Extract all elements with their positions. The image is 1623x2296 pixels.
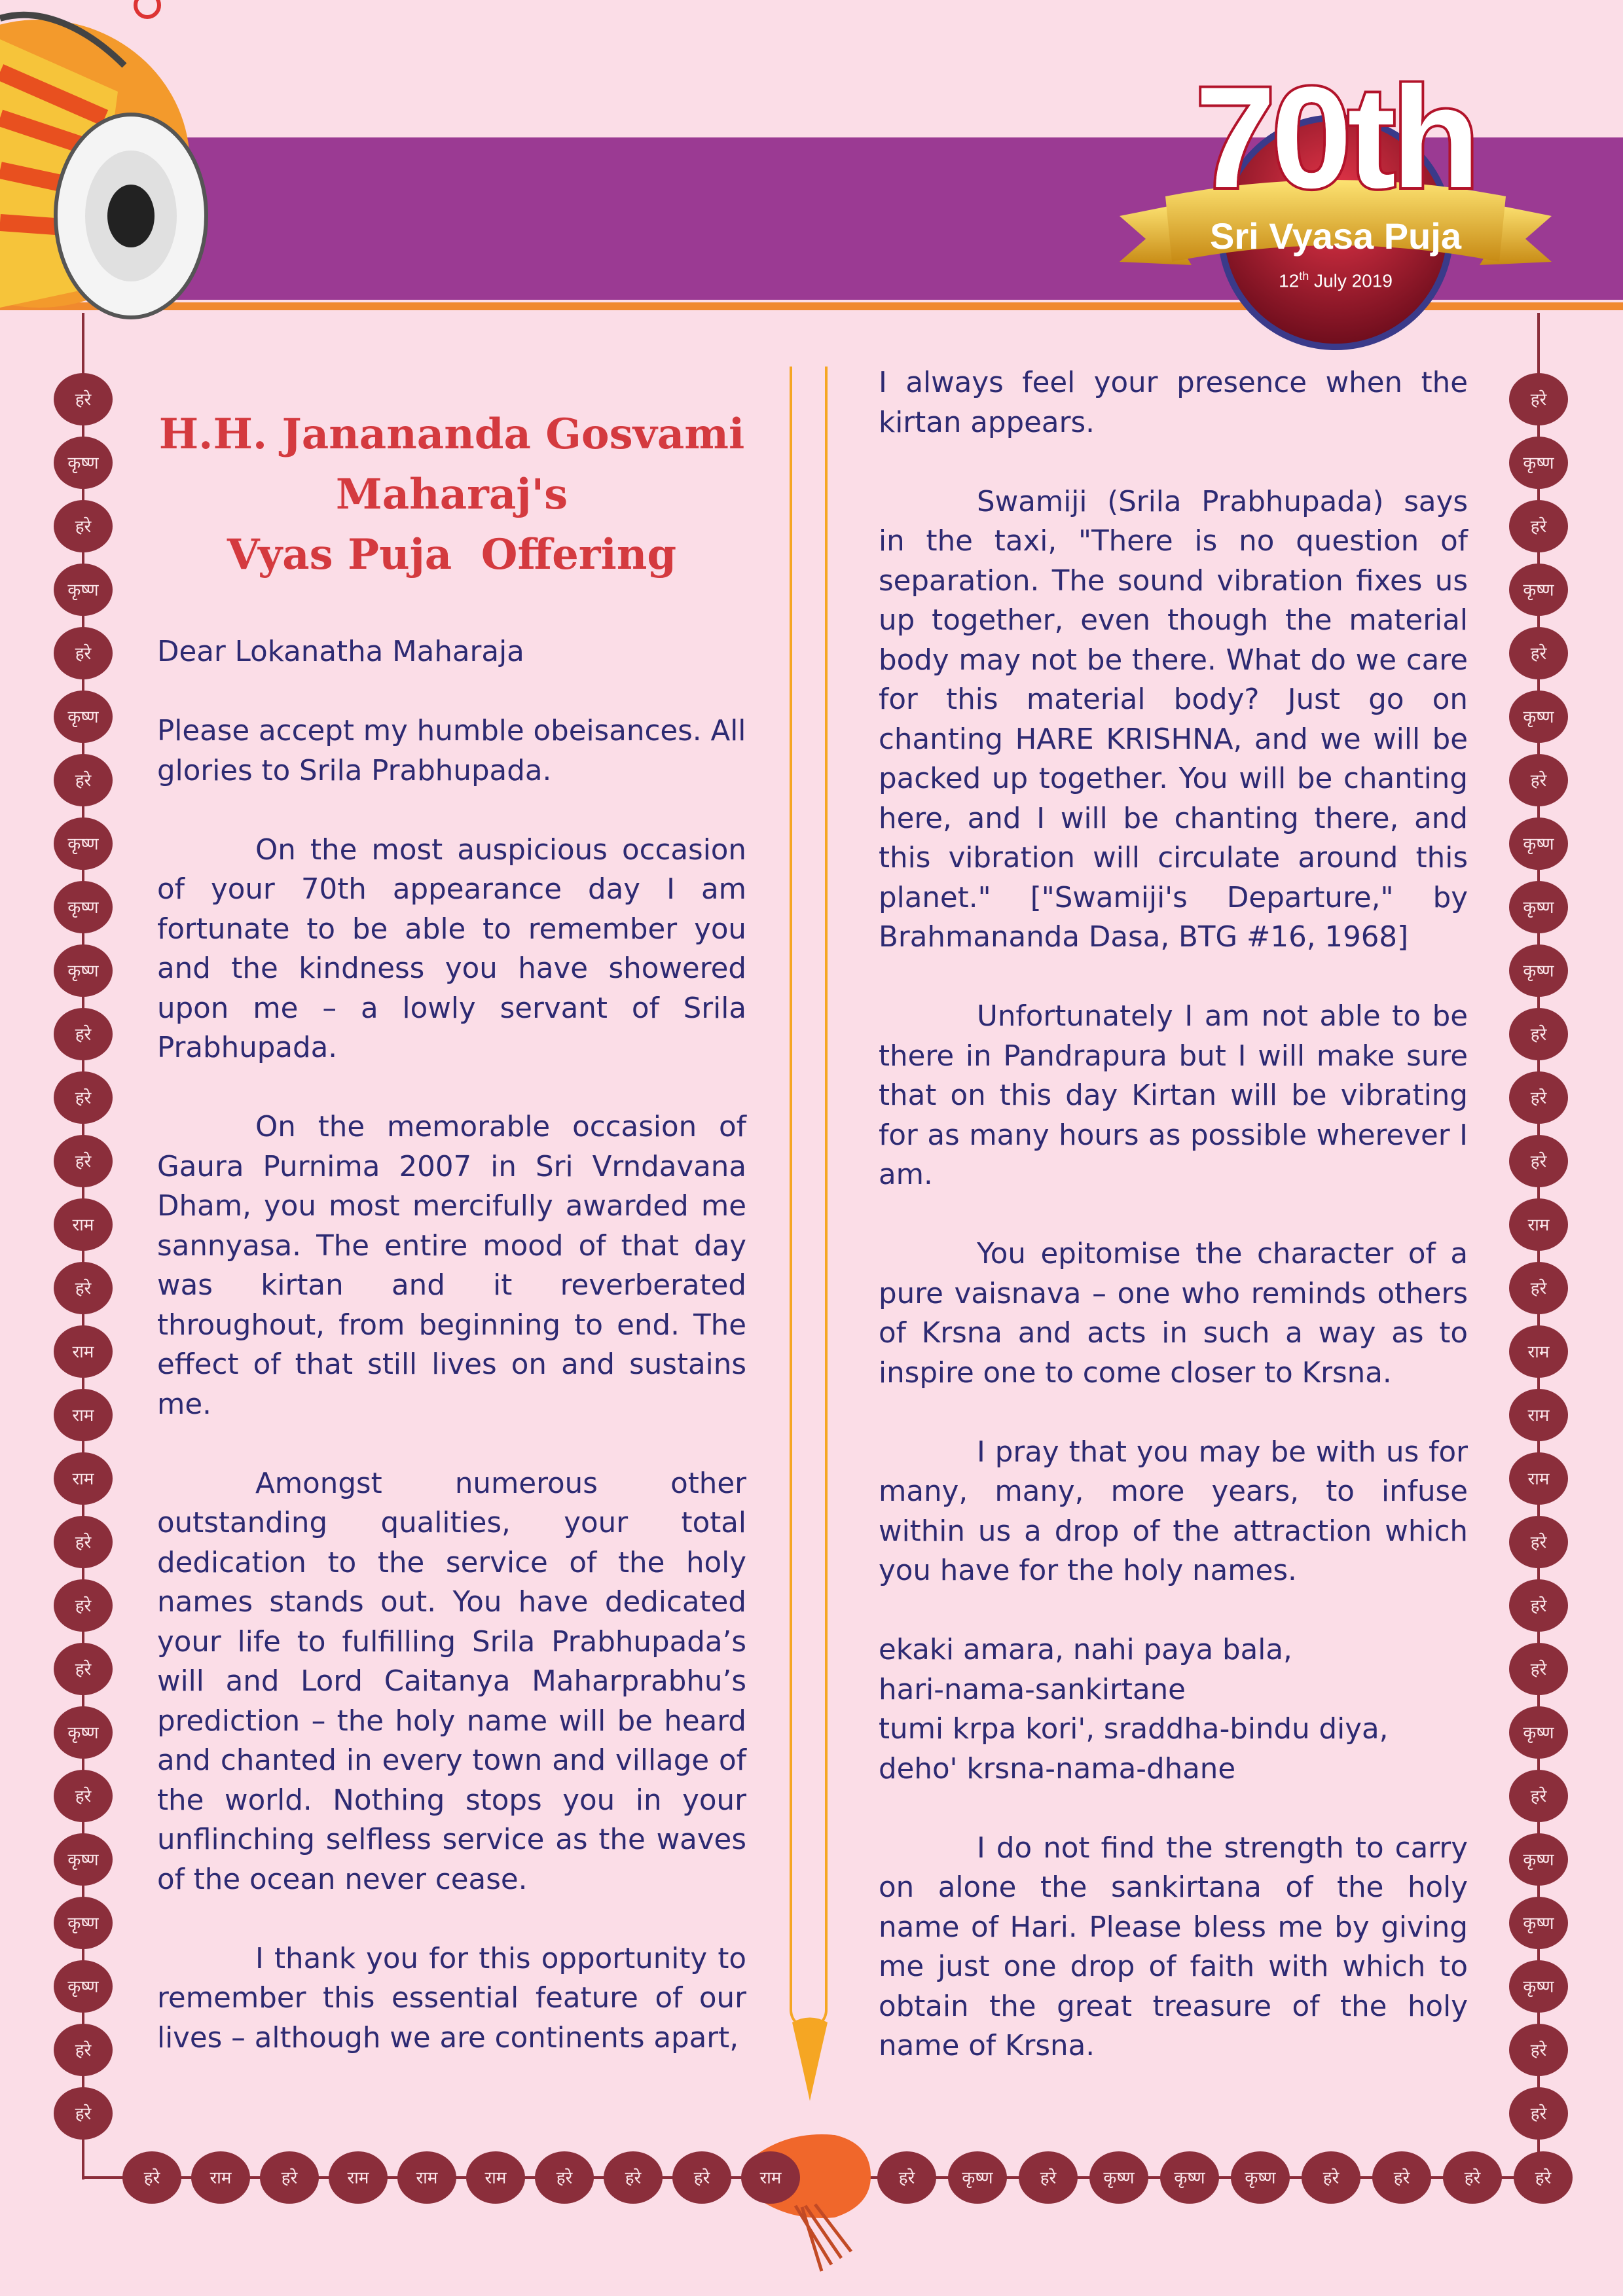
bead-label: हरे — [75, 1787, 92, 1806]
title-line-2: Maharaj's — [335, 470, 568, 519]
bead-label: हरे — [1530, 771, 1547, 791]
bead-label: कृष्ण — [67, 708, 99, 727]
mala-bead — [54, 754, 113, 806]
mala-bead — [54, 2087, 113, 2140]
bead-label: कृष्ण — [1523, 1850, 1554, 1870]
mala-bead — [1509, 881, 1568, 933]
mala-bead — [1509, 1389, 1568, 1441]
mala-bead — [54, 1960, 113, 2013]
bead-label: हरे — [1322, 2168, 1340, 2188]
bead-label: हरे — [1464, 2168, 1481, 2188]
bead-label: हरे — [75, 2104, 92, 2124]
bead-label: राम — [72, 1469, 94, 1489]
paragraph: I always feel your presence when the kirtan appears. — [879, 367, 1468, 439]
bead-label: हरे — [75, 1533, 92, 1552]
bead-label: हरे — [1530, 1596, 1547, 1616]
paragraph: Swamiji (Srila Prabhupada) says in the taxi, "There is no question of separation. The sound vibration fixes us up together, even though the material body may not be there. What do we care for this material body? Just go on chanting HARE KRISHNA, and we will be packed up together. You will be chanting here, and I will be chanting there, and this vibration will circulate around this planet." ["Swamiji's Departure," by Brahmananda Dasa, BTG #16, 1968] — [879, 485, 1468, 954]
mala-bead — [535, 2151, 594, 2204]
mala-bead — [397, 2151, 456, 2204]
paragraph: I thank you for this opportunity to remember this essential feature of our lives – although we are continents apart, — [157, 1942, 746, 2054]
mala-bead — [877, 2151, 936, 2204]
bead-label: हरे — [1530, 390, 1547, 410]
bead-label: कृष्ण — [67, 454, 99, 473]
mala-bead — [54, 1516, 113, 1568]
bead-label: हरे — [75, 390, 92, 410]
bead-label: कृष्ण — [67, 834, 99, 854]
mala-bead — [54, 627, 113, 679]
mala-bead — [54, 1325, 113, 1378]
mala-bead — [1509, 1960, 1568, 2013]
mala-bead — [54, 1008, 113, 1060]
mala-bead — [1509, 1452, 1568, 1505]
bead-label: हरे — [75, 1660, 92, 1679]
bead-label: कृष्ण — [1174, 2168, 1205, 2188]
bead-label: कृष्ण — [1523, 454, 1554, 473]
mala-bead — [1509, 1516, 1568, 1568]
bead-label: हरे — [898, 2168, 915, 2188]
mala-bead — [1509, 1008, 1568, 1060]
mala-bead — [54, 437, 113, 489]
bead-label: हरे — [693, 2168, 710, 2188]
bead-label: कृष्ण — [67, 1723, 99, 1743]
bead-label: कृष्ण — [67, 1914, 99, 1933]
mala-bead — [54, 1706, 113, 1759]
mala-bead — [122, 2151, 181, 2204]
mala-bead — [1509, 1833, 1568, 1886]
mala-bead — [54, 1198, 113, 1251]
mala-bead — [54, 1389, 113, 1441]
bead-label: राम — [1527, 1406, 1550, 1426]
badge-number: 70th — [1195, 57, 1476, 218]
mala-bead — [191, 2151, 250, 2204]
bead-label: कृष्ण — [1245, 2168, 1276, 2188]
bead-label: कृष्ण — [67, 1850, 99, 1870]
mala-bead — [1509, 373, 1568, 425]
bead-label: हरे — [1530, 2041, 1547, 2060]
mala-bead — [948, 2151, 1007, 2204]
mala-bead — [1514, 2151, 1573, 2204]
mala-bead — [1509, 564, 1568, 616]
bead-label: कृष्ण — [1523, 834, 1554, 854]
mala-bead — [1160, 2151, 1219, 2204]
bead-label: हरे — [75, 1596, 92, 1616]
mala-bead — [1509, 1071, 1568, 1124]
bead-label: हरे — [75, 771, 92, 791]
bead-label: कृष्ण — [67, 898, 99, 918]
mala-bead — [1509, 627, 1568, 679]
mala-bead — [54, 373, 113, 425]
bead-label: राम — [1527, 1342, 1550, 1362]
bead-label: कृष्ण — [1523, 1723, 1554, 1743]
mala-bead — [1019, 2151, 1078, 2204]
mala-bead — [1509, 754, 1568, 806]
bead-label: हरे — [143, 2168, 160, 2188]
bead-label: राम — [210, 2168, 232, 2188]
bead-label: हरे — [625, 2168, 642, 2188]
bead-label: राम — [416, 2168, 438, 2188]
badge-date: 12th July 2019 — [1279, 270, 1393, 291]
offering-title — [157, 404, 746, 585]
salutation: Dear Lokanatha Maharaja — [157, 636, 524, 668]
mala-bead — [1509, 2024, 1568, 2076]
mala-bead — [672, 2151, 731, 2204]
mala-bead — [1443, 2151, 1502, 2204]
mala-bead — [1509, 1706, 1568, 1759]
closing-paragraph: I do not find the strength to carry on alone the sankirtana of the holy name of Hari. Please bless me by giving me just one drop of faith with which to obtain the great treasure of the holy name of Krsna. — [879, 1831, 1468, 2062]
mala-bead — [54, 1770, 113, 1822]
bead-label: कृष्ण — [1523, 581, 1554, 600]
bead-label: राम — [347, 2168, 369, 2188]
bead-label: कृष्ण — [67, 581, 99, 600]
bead-label: हरे — [75, 2041, 92, 2060]
mala-bead — [54, 1071, 113, 1124]
bead-label: हरे — [1530, 1533, 1547, 1552]
bead-label: हरे — [75, 1279, 92, 1299]
bead-label: हरे — [1393, 2168, 1410, 2188]
left-column — [157, 632, 746, 2058]
bead-label: कृष्ण — [1523, 961, 1554, 981]
mala-bead — [1509, 1897, 1568, 1949]
mala-bead — [1231, 2151, 1290, 2204]
mala-bead — [741, 2151, 800, 2204]
bead-label: हरे — [1530, 1660, 1547, 1679]
bead-label: हरे — [1530, 644, 1547, 664]
mala-bead — [1509, 817, 1568, 870]
mala-bead — [466, 2151, 525, 2204]
paragraph: On the most auspicious occasion of your 70th appearance day I am fortunate to be able to remember you and the kindness you have showered upon me – a lowly servant of Srila Prabhupada. — [157, 833, 746, 1064]
mala-bead — [1509, 1770, 1568, 1822]
paragraph: You epitomise the character of a pure vaisnava – one who reminds others of Krsna and acts in such a way as to inspire one to come closer to Krsna. — [879, 1238, 1468, 1390]
verse — [879, 1630, 1468, 1789]
mala-bead — [54, 944, 113, 997]
mala-bead — [54, 1897, 113, 1949]
bead-label: कृष्ण — [1523, 898, 1554, 918]
verse-line: hari-nama-sankirtane — [879, 1673, 1186, 1706]
bead-label: हरे — [1535, 2168, 1552, 2188]
mala-bead — [1509, 1579, 1568, 1632]
bead-label: राम — [72, 1406, 94, 1426]
mala-bead — [54, 2024, 113, 2076]
mala-bead — [54, 817, 113, 870]
bead-label: राम — [484, 2168, 507, 2188]
bead-label: हरे — [556, 2168, 573, 2188]
mala-bead — [54, 1643, 113, 1695]
paragraph: On the memorable occasion of Gaura Purnima 2007 in Sri Vrndavana Dham, you most mercifully awarded me sannyasa. The entire mood of that day was kirtan and it reverberated throughout, from beginning to end. The effect of that still lives on and sustains me. — [157, 1111, 746, 1421]
bead-label: हरे — [75, 1088, 92, 1108]
paragraph: Please accept my humble obeisances. All glories to Srila Prabhupada. — [157, 715, 746, 787]
bead-label: हरे — [1530, 1787, 1547, 1806]
bead-label: राम — [1527, 1215, 1550, 1235]
verse-line: deho' krsna-nama-dhane — [879, 1752, 1236, 1785]
mala-bead — [260, 2151, 319, 2204]
center-divider-string — [790, 367, 828, 2029]
mala-bead — [54, 564, 113, 616]
mala-bead — [1509, 500, 1568, 552]
bead-label: हरे — [1530, 517, 1547, 537]
mala-bead — [1509, 691, 1568, 743]
paragraph: Unfortunately I am not able to be there in Pandrapura but I will make sure that on this day Kirtan will be vibrating for as many hours as possible wherever I am. — [879, 1000, 1468, 1191]
mala-bead — [54, 881, 113, 933]
mala-bead — [54, 500, 113, 552]
title-line-3: Vyas Puja Offering — [227, 530, 677, 579]
bead-label: हरे — [75, 1152, 92, 1172]
bead-label: कृष्ण — [67, 1977, 99, 1997]
mala-bead — [1372, 2151, 1431, 2204]
bead-label: हरे — [1530, 1152, 1547, 1172]
bead-label: हरे — [75, 1025, 92, 1045]
bead-label: हरे — [1040, 2168, 1057, 2188]
mala-bead — [1302, 2151, 1360, 2204]
bead-label: हरे — [1530, 1088, 1547, 1108]
mala-bead — [1509, 1325, 1568, 1378]
title-line-1: H.H. Janananda Gosvami — [158, 410, 745, 459]
bead-label: कृष्ण — [67, 961, 99, 981]
bead-label: कृष्ण — [1523, 708, 1554, 727]
bead-label: राम — [759, 2168, 782, 2188]
bead-label: हरे — [75, 644, 92, 664]
bead-label: हरे — [1530, 1279, 1547, 1299]
verse-line: tumi krpa kori', sraddha-bindu diya, — [879, 1713, 1389, 1746]
mala-bead — [1509, 1135, 1568, 1187]
mala-bead — [329, 2151, 388, 2204]
mala-bead — [1509, 944, 1568, 997]
paragraph: Amongst numerous other outstanding qualities, your total dedication to the service of the holy names stands out. You have dedicated your life to fulfilling Srila Prabhupada’s will and Lord Caitanya Maharprabhu’s prediction – the holy name will be heard and chanted in every town and village of the world. Nothing stops you in your unflinching selfless service as the waves of the ocean never cease. — [157, 1467, 746, 1896]
mala-bead — [54, 691, 113, 743]
tulasi-drop-icon — [792, 2018, 828, 2102]
paragraph: I pray that you may be with us for many, many, more years, to infuse within us a drop of the attraction which you have for the holy names. — [879, 1435, 1468, 1587]
mala-bead — [1509, 1643, 1568, 1695]
mala-bead — [54, 1579, 113, 1632]
bead-label: हरे — [1530, 1025, 1547, 1045]
bead-label: राम — [1527, 1469, 1550, 1489]
mala-bead — [1509, 437, 1568, 489]
mala-bead — [604, 2151, 663, 2204]
bead-label: राम — [72, 1215, 94, 1235]
mala-bead — [54, 1833, 113, 1886]
mala-bead — [54, 1135, 113, 1187]
mala-bead — [1509, 1262, 1568, 1314]
bead-label: हरे — [1530, 2104, 1547, 2124]
bead-label: कृष्ण — [1103, 2168, 1135, 2188]
bead-label: कृष्ण — [962, 2168, 993, 2188]
bead-label: हरे — [281, 2168, 298, 2188]
mala-bead — [54, 1262, 113, 1314]
bead-label: कृष्ण — [1523, 1977, 1554, 1997]
badge-title: Sri Vyasa Puja — [1210, 215, 1461, 257]
verse-line: ekaki amara, nahi paya bala, — [879, 1634, 1292, 1666]
mala-bead — [1509, 2087, 1568, 2140]
mala-bead — [1509, 1198, 1568, 1251]
bead-label: हरे — [75, 517, 92, 537]
right-column — [879, 363, 1468, 2066]
bead-label: राम — [72, 1342, 94, 1362]
mala-bead — [54, 1452, 113, 1505]
mala-bead — [1089, 2151, 1148, 2204]
bead-label: कृष्ण — [1523, 1914, 1554, 1933]
